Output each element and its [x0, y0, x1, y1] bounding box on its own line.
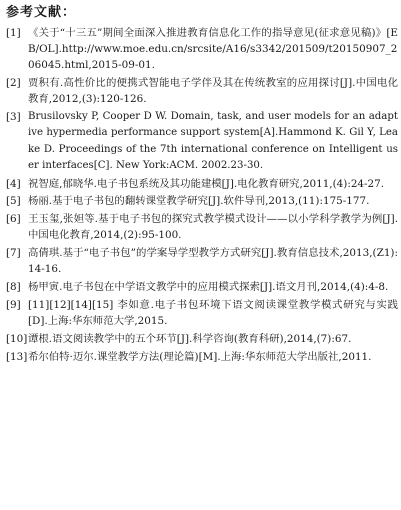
- reference-item-2: [6, 75, 398, 107]
- reference-text: 希尔伯特·迈尔.课堂教学方法(理论篇)[M].上海:华东师范大学出版社,2011.: [28, 350, 372, 363]
- reference-number: [3]: [6, 111, 21, 124]
- reference-number: [7]: [6, 247, 21, 260]
- reference-text: Brusilovsky P, Cooper D W. Domain, task, and user models for an adaptive hypermedia performance support system[A].Hammond K. Gil Y, Leake D. Proceedings of the 7th international conference on Intelligent user interfaces[C]. New York:ACM. 2002.23-30.: [28, 111, 398, 171]
- reference-item-4: [6, 176, 398, 192]
- reference-text: 杨丽.基于电子书包的翻转课堂教学研究[J].软件导刊,2013,(11):175-177.: [28, 195, 370, 208]
- reference-number: [8]: [6, 281, 21, 294]
- reference-item-9: [6, 297, 398, 329]
- reference-number: [4]: [6, 177, 21, 190]
- reference-number: [13]: [6, 350, 28, 363]
- reference-text: 谭根.语文阅读教学中的五个环节[J].科学咨询(教育科研),2014,(7):67.: [28, 333, 352, 345]
- references-section: [6, 4, 398, 367]
- reference-text: 杨甲寅.电子书包在中学语文教学中的应用模式探索[J].语文月刊,2014,(4):4-8.: [28, 281, 389, 294]
- reference-list: [6, 25, 398, 365]
- reference-text: 高倩琪.基于“电子书包”的学案导学型教学方式研究[J].教育信息技术,2013,(Z1):14-16.: [28, 247, 398, 276]
- reference-number: [10]: [6, 333, 28, 345]
- reference-item-13: [6, 349, 398, 365]
- reference-text: 贾积有.高性价比的便携式智能电子学伴及其在传统教室的应用探讨[J].中国电化教育,2012,(3):120-126.: [28, 77, 398, 106]
- reference-text: [11][12][14][15] 李如意.电子书包环境下语文阅读课堂教学模式研究与实践[D].上海:华东师范大学,2015.: [28, 299, 398, 328]
- reference-text: 祝智庭,郁晓华.电子书包系统及其功能建模[J].电化教育研究,2011,(4):24-27.: [28, 177, 385, 190]
- references-heading: 参考文献：: [6, 5, 77, 20]
- reference-number: [6]: [6, 213, 21, 226]
- reference-text: 王玉玺,张妲等.基于电子书包的探究式教学模式设计——以小学科学教学为例[J].中国电化教育,2014,(2):95-100.: [28, 213, 398, 242]
- reference-item-3: [6, 109, 398, 174]
- reference-number: [9]: [6, 299, 21, 311]
- reference-text: 《关于“十三五”期间全面深入推进教育信息化工作的指导意见(征求意见稿)》[EB/OL].http://www.moe.edu.cn/srcsite/A16/s3342/201509/t20150907_206045.html,2015-09-01.: [28, 27, 398, 72]
- reference-item-10: [6, 331, 398, 347]
- reference-number: [5]: [6, 195, 21, 208]
- reference-number: [1]: [6, 27, 21, 39]
- reference-item-5: [6, 193, 398, 209]
- reference-item-8: [6, 279, 398, 295]
- reference-item-6: [6, 211, 398, 243]
- reference-item-7: [6, 245, 398, 277]
- reference-item-1: [6, 25, 398, 74]
- reference-number: [2]: [6, 77, 21, 90]
